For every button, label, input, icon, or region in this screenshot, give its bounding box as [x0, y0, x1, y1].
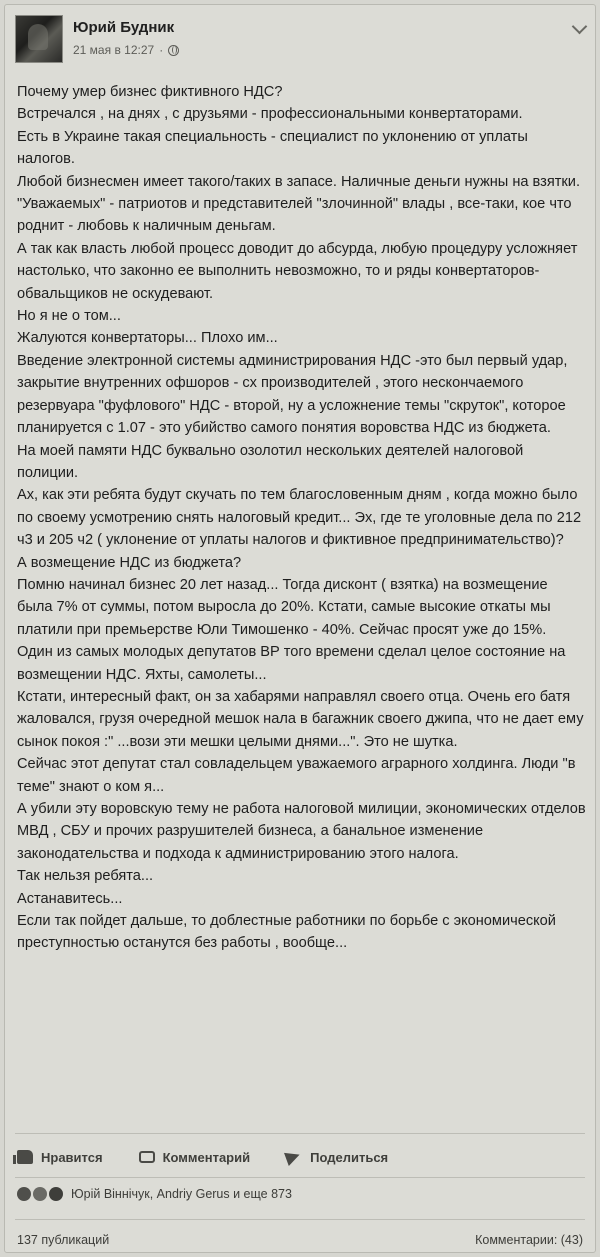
reactions-summary[interactable]: [17, 1187, 292, 1201]
post-header: [15, 15, 585, 65]
post-paragraph: Кстати, интересный факт, он за хабарями направлял своего отца. Очень его батя жаловался, грузя очередной мешок нала в багажник своего джипа, что не дает ему сынок покоя :" ...вози эти мешки целыми днями...". Это не шутка.: [17, 688, 584, 750]
post-paragraph: Астанавитесь...: [17, 890, 123, 907]
comment-button[interactable]: [139, 1150, 251, 1165]
post-paragraph: Сейчас этот депутат стал совладельцем уважаемого аграрного холдинга. Люди "в теме" знают о ком я...: [17, 756, 576, 795]
post-paragraph: Если так пойдет дальше, то доблестные работники по борьбе с экономической преступностью останутся без работы , вообще...: [17, 913, 556, 952]
post-meta: [73, 43, 179, 57]
like-label: Нравится: [41, 1149, 103, 1165]
comments-count[interactable]: Комментарии: (43): [475, 1233, 583, 1247]
timestamp[interactable]: 21 мая в 12:27: [73, 43, 155, 57]
divider: [15, 1177, 585, 1178]
post-card: [4, 4, 596, 1253]
like-reaction-icon: [17, 1187, 31, 1201]
divider: [15, 1133, 585, 1134]
love-reaction-icon: [49, 1187, 63, 1201]
haha-reaction-icon: [33, 1187, 47, 1201]
post-paragraph: А возмещение НДС из бюджета?: [17, 554, 242, 571]
globe-icon: [168, 45, 179, 56]
comment-label: Комментарий: [162, 1149, 251, 1165]
separator-dot: ·: [159, 43, 164, 57]
post-paragraph: На моей памяти НДС буквально озолотил нескольких деятелей налоговой полиции.: [17, 442, 524, 481]
avatar[interactable]: [15, 15, 63, 63]
share-button[interactable]: [286, 1150, 388, 1165]
action-bar: [17, 1145, 424, 1169]
author-name[interactable]: Юрий Будник: [73, 19, 175, 36]
reactors-names[interactable]: Юрій Віннічук, Andriy Gerus и еще 873: [71, 1187, 292, 1201]
post-paragraph: Есть в Украине такая специальность - специалист по уклонению от уплаты налогов.: [17, 128, 528, 168]
share-arrow-icon: [284, 1148, 302, 1166]
post-paragraph: Встречался , на днях , с друзьями - профессиональными конвертаторами.: [17, 106, 523, 123]
post-paragraph: Помню начинал бизнес 20 лет назад... Тогда дисконт ( взятка) на возмещение была 7% от суммы, потом выросла до 20%. Кстати, самые высокие откаты мы платили при премьерстве Юли Тимошенко - 40%. Сейчас просят уже до 15%.: [17, 576, 551, 638]
post-paragraph: Почему умер бизнес фиктивного НДС?: [17, 84, 283, 100]
comment-icon: [139, 1151, 155, 1163]
post-paragraph: Один из самых молодых депутатов ВР того времени сделал целое состояние на возмещении НДС. Яхты, самолеты...: [17, 644, 566, 683]
post-paragraph: Жалуются конвертаторы... Плохо им...: [17, 330, 278, 347]
post-paragraph: Введение электронной системы администрирования НДС -это был первый удар, закрытие внутренних офшоров - сх производителей , этого нескончаемого резервуара "фуфлового" НДС - второй, ну а усложнение темы "скруток", которое планируется с 1.07 - это убийство самого понятия воровства НДС из бюджета.: [17, 352, 568, 437]
post-paragraph: А убили эту воровскую тему не работа налоговой милиции, экономических отделов МВД , СБУ и прочих разрушителей бизнеса, а банальное изменение законодательства и подхода к администрированию этого налога.: [17, 801, 586, 862]
shares-count[interactable]: 137 публикаций: [17, 1233, 110, 1247]
post-paragraph: Любой бизнесмен имеет такого/таких в запасе. Наличные деньги нужны на взятки. "Уважаемых" - патриотов и представителей "злочинной" влады , все-таки, кое что роднит - любовь к наличным деньгам.: [17, 173, 581, 235]
share-label: Поделиться: [310, 1149, 389, 1165]
like-button[interactable]: [17, 1150, 103, 1165]
post-paragraph: Так нельзя ребята...: [17, 868, 154, 885]
post-paragraph: А так как власть любой процесс доводит до абсурда, любую процедуру усложняет настолько, что законно ее выполнить невозможно, то и ряды конвертаторов-обвальщиков не оскудевают.: [17, 240, 578, 302]
post-paragraph: Но я не о том...: [17, 308, 121, 325]
thumbs-up-icon: [17, 1150, 33, 1164]
post-body: [17, 81, 587, 955]
divider: [15, 1219, 585, 1220]
chevron-down-icon[interactable]: [572, 19, 588, 35]
post-paragraph: Ах, как эти ребята будут скучать по тем благословенным дням , когда можно было по своему усмотрению снять налоговый кредит... Эх, где те уголовные дела по 212 ч3 и 205 ч2 ( уклонение от уплаты налогов и фиктивное предпринимательство)?: [17, 487, 582, 549]
